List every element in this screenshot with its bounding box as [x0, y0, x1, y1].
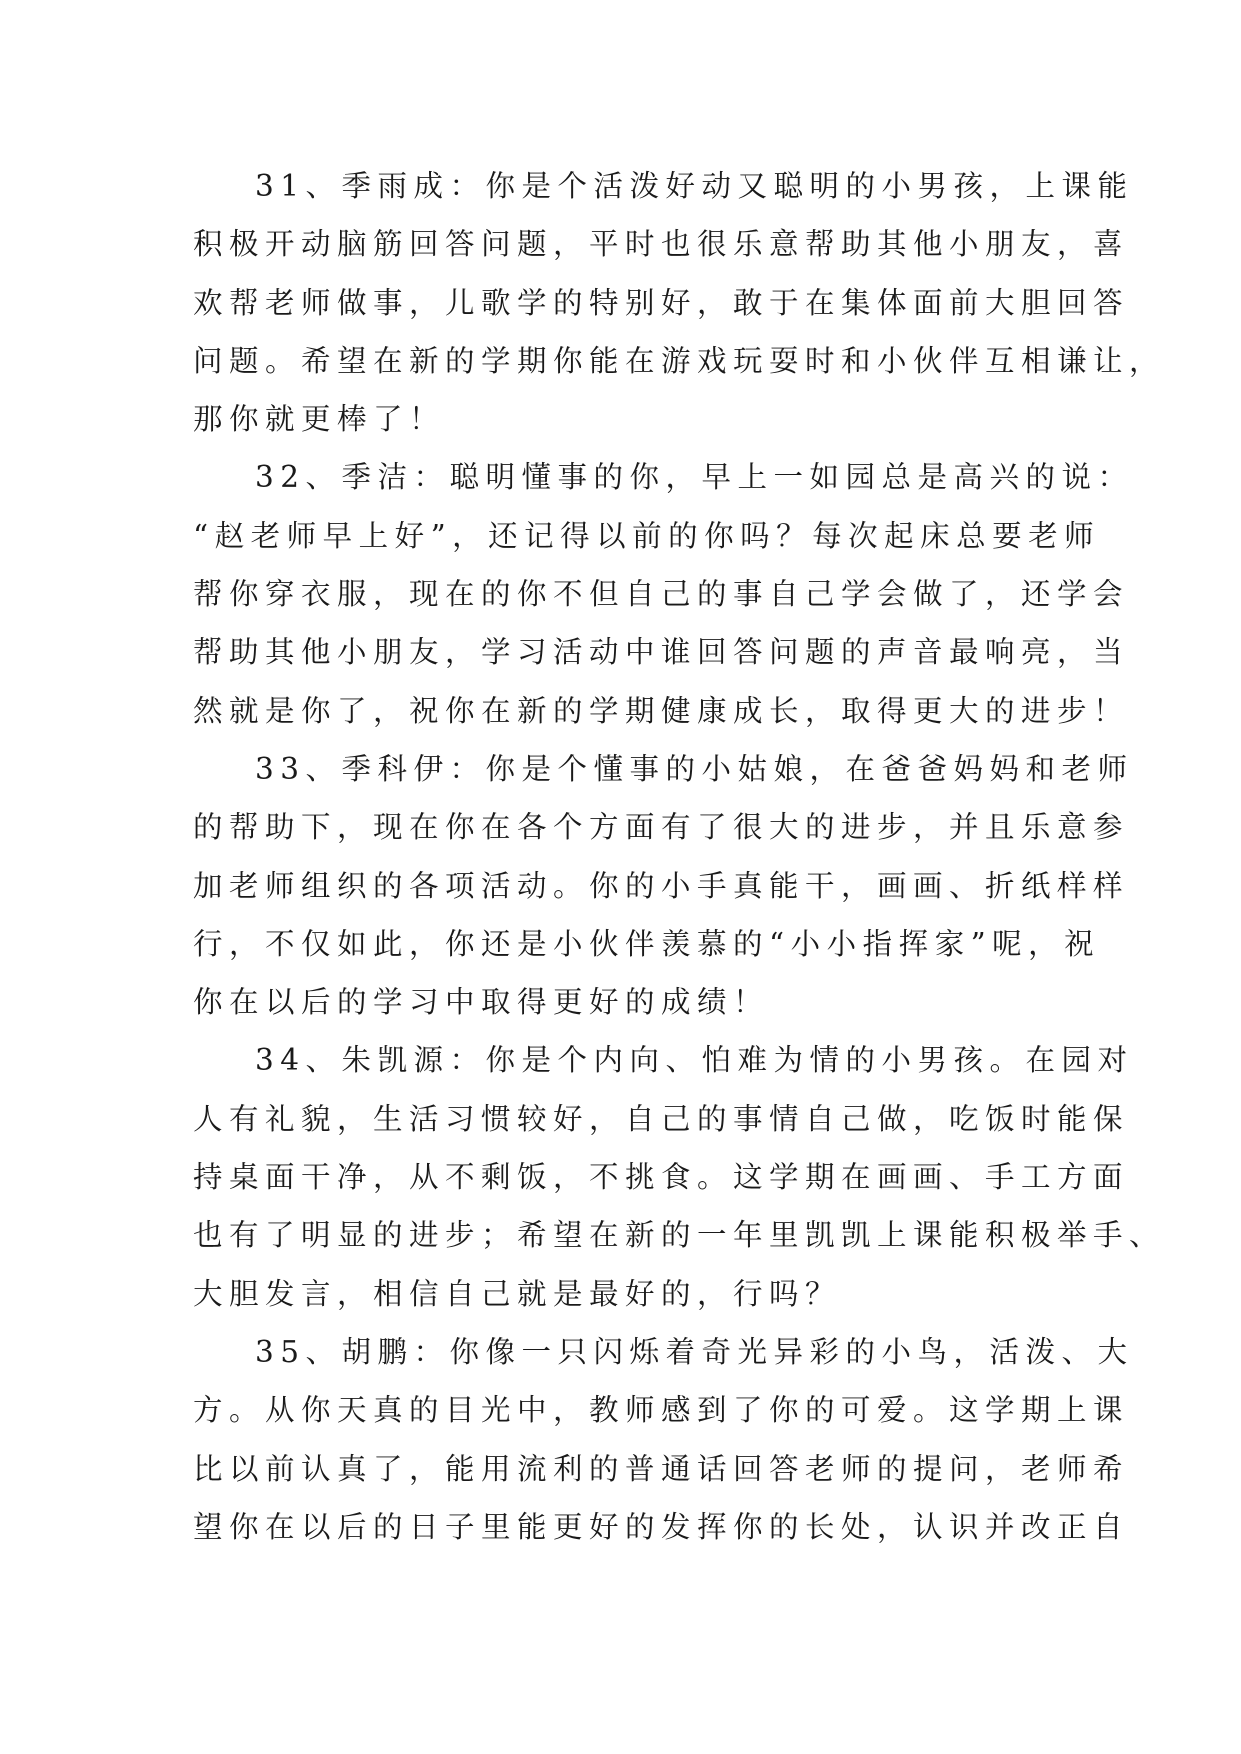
text-line: 持桌面干净，从不剩饭，不挑食。这学期在画画、手工方面 — [193, 1160, 1130, 1195]
text-line: 你在以后的学习中取得更好的成绩！ — [193, 985, 770, 1020]
text-line: 32、季洁：聪明懂事的你，早上一如园总是高兴的说： — [255, 460, 1134, 495]
text-line: 35、胡鹏：你像一只闪烁着奇光异彩的小鸟，活泼、大 — [255, 1334, 1134, 1369]
text-line: 积极开动脑筋回答问题，平时也很乐意帮助其他小朋友，喜 — [193, 227, 1130, 262]
text-line: 问题。希望在新的学期你能在游戏玩耍时和小伙伴互相谦让， — [193, 343, 1166, 378]
paragraph-35 — [193, 1323, 1134, 1556]
text-line: 那你就更棒了！ — [193, 402, 446, 437]
text-line: “赵老师早上好”，还记得以前的你吗？每次起床总要老师 — [193, 518, 1101, 553]
text-line: 方。从你天真的目光中，教师感到了你的可爱。这学期上课 — [193, 1393, 1130, 1428]
text-line: 望你在以后的日子里能更好的发挥你的长处，认识并改正自 — [193, 1509, 1130, 1544]
text-line: 比以前认真了，能用流利的普通话回答老师的提问，老师希 — [193, 1451, 1130, 1486]
paragraph-32 — [193, 448, 1134, 739]
text-line: 帮你穿衣服，现在的你不但自己的事自己学会做了，还学会 — [193, 577, 1130, 612]
text-line: 也有了明显的进步；希望在新的一年里凯凯上课能积极举手、 — [193, 1218, 1166, 1253]
paragraph-33 — [193, 740, 1134, 1031]
text-line: 34、朱凯源：你是个内向、怕难为情的小男孩。在园对 — [255, 1043, 1134, 1078]
text-line: 然就是你了，祝你在新的学期健康成长，取得更大的进步！ — [193, 693, 1130, 728]
text-line: 行，不仅如此，你还是小伙伴羡慕的“小小指挥家”呢，祝 — [193, 926, 1101, 961]
paragraph-31 — [193, 157, 1166, 448]
text-line: 人有礼貌，生活习惯较好，自己的事情自己做，吃饭时能保 — [193, 1101, 1130, 1136]
text-line: 帮助其他小朋友，学习活动中谁回答问题的声音最响亮，当 — [193, 635, 1130, 670]
text-line: 加老师组织的各项活动。你的小手真能干，画画、折纸样样 — [193, 868, 1130, 903]
text-line: 的帮助下，现在你在各个方面有了很大的进步，并且乐意参 — [193, 810, 1130, 845]
text-line: 33、季科伊：你是个懂事的小姑娘，在爸爸妈妈和老师 — [255, 751, 1134, 786]
document-body — [193, 157, 1166, 1556]
text-line: 31、季雨成：你是个活泼好动又聪明的小男孩，上课能 — [255, 169, 1134, 203]
text-line: 大胆发言，相信自己就是最好的，行吗？ — [193, 1276, 842, 1311]
paragraph-34 — [193, 1031, 1166, 1322]
text-line: 欢帮老师做事，儿歌学的特别好，敢于在集体面前大胆回答 — [193, 285, 1130, 320]
